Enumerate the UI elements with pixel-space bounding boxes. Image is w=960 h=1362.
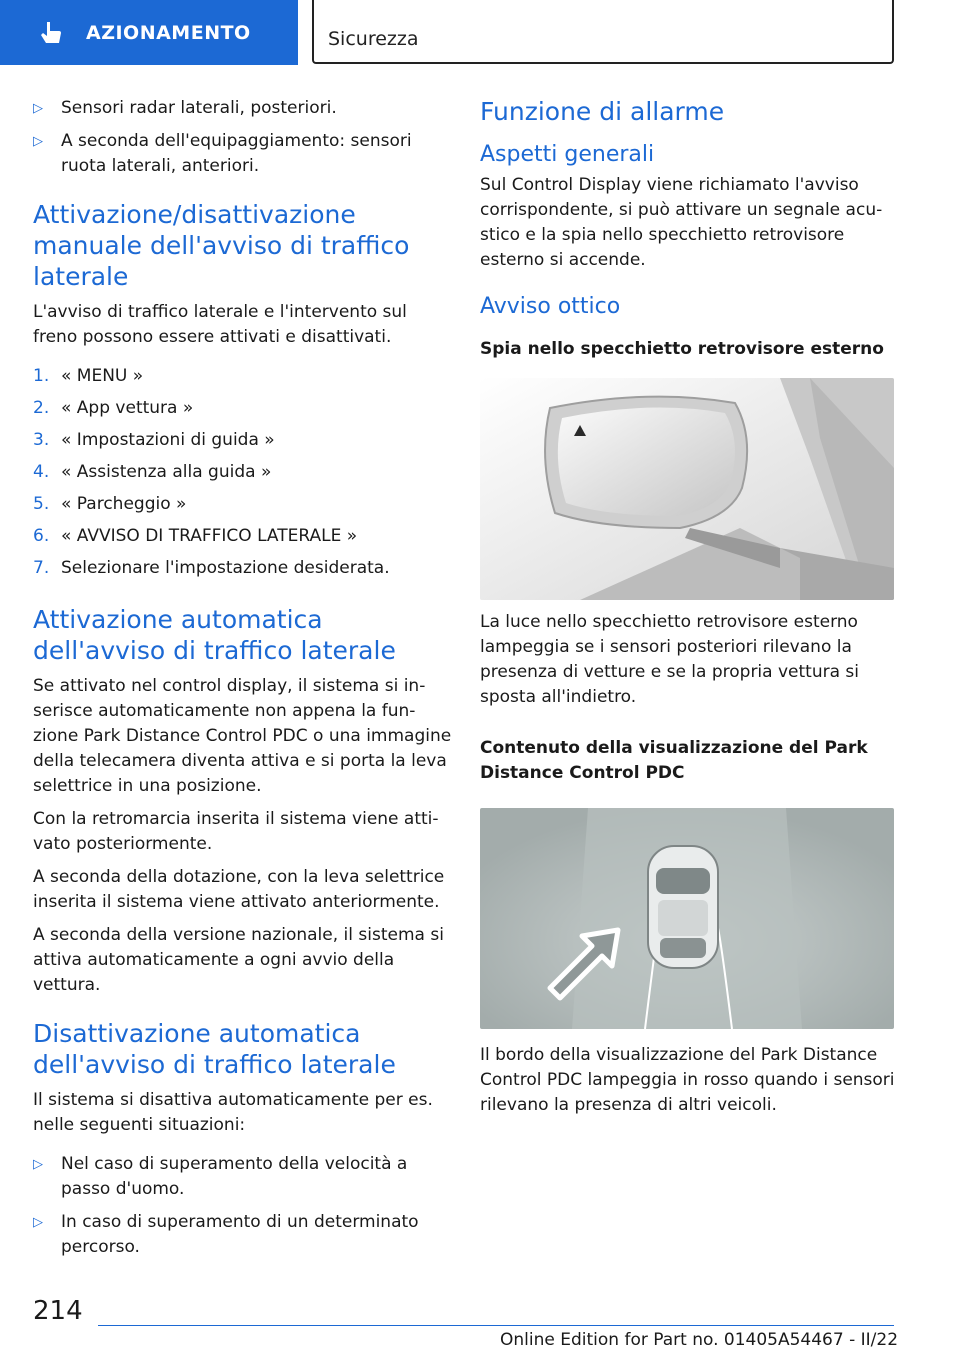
list-item: 7. Selezionare l'impostazione desiderata. bbox=[33, 558, 390, 578]
hand-pointer-icon bbox=[36, 18, 66, 48]
section-heading: Disattivazione automatica dell'avviso di traffico laterale bbox=[33, 1019, 396, 1079]
paragraph: Il sistema si disattiva automaticamente per es. nelle seguenti situazioni: bbox=[33, 1090, 433, 1135]
paragraph: Se attivato nel control display, il sistema si inserisce automaticamente non appena la funzione Park Distance Control PDC o una immagine della telecamera diventa attiva e si porta la leva selettrice in una posizione. bbox=[33, 676, 452, 796]
right-column bbox=[480, 96, 900, 1118]
pdc-display-illustration bbox=[480, 808, 894, 1029]
paragraph: A seconda della versione nazionale, il sistema si attiva automaticamente a ogni avvio della vettura. bbox=[33, 925, 444, 995]
list-item: 4. « Assistenza alla guida » bbox=[33, 462, 272, 482]
paragraph: Il bordo della visualizzazione del Park Distance Control PDC lampeggia in rosso quando i sensori rilevano la presenza di altri veicoli. bbox=[480, 1045, 895, 1115]
list-item: ▷ In caso di superamento di un determinato percorso. bbox=[33, 1210, 453, 1260]
section-heading: Funzione di allarme bbox=[480, 97, 725, 126]
triangle-bullet-icon: ▷ bbox=[33, 1157, 43, 1172]
list-item: ▷ A seconda dell'equipaggiamento: sensori ruota laterali, anteriori. bbox=[33, 129, 453, 179]
list-item: 2. « App vettura » bbox=[33, 398, 194, 418]
car-icon bbox=[648, 846, 718, 968]
paragraph: A seconda della dotazione, con la leva selettrice inserita il sistema viene attivato anteriormente. bbox=[33, 867, 445, 912]
subsection-heading: Aspetti generali bbox=[480, 142, 655, 167]
section-heading: Attivazione automatica dell'avviso di traffico laterale bbox=[33, 605, 396, 665]
section-heading: Attivazione/disattivazione manuale dell'avviso di traffico laterale bbox=[33, 200, 410, 291]
edition-note: Online Edition for Part no. 01405A54467 - II/22 bbox=[500, 1330, 899, 1350]
triangle-bullet-icon: ▷ bbox=[33, 101, 43, 116]
figure-heading: Contenuto della visualizzazione del Park Distance Control PDC bbox=[480, 738, 868, 783]
left-column bbox=[33, 96, 453, 1268]
list-item: ▷ Nel caso di superamento della velocità a passo d'uomo. bbox=[33, 1152, 453, 1202]
section-tab-label: AZIONAMENTO bbox=[86, 21, 251, 44]
list-item: 3. « Impostazioni di guida » bbox=[33, 430, 275, 450]
footer-divider bbox=[98, 1325, 894, 1326]
paragraph: La luce nello specchietto retrovisore esterno lampeggia se i sensori posteriori rilevano la presenza di vetture e se la propria vettura si sposta all'indietro. bbox=[480, 612, 859, 707]
chapter-title: Sicurezza bbox=[328, 28, 419, 50]
triangle-bullet-icon: ▷ bbox=[33, 1215, 43, 1230]
paragraph: L'avviso di traffico laterale e l'intervento sul freno possono essere attivati e disattivati. bbox=[33, 302, 407, 347]
list-item: ▷ Sensori radar laterali, posteriori. bbox=[33, 96, 453, 121]
list-item: 5. « Parcheggio » bbox=[33, 494, 187, 514]
subsection-heading: Avviso ottico bbox=[480, 294, 621, 319]
figure-heading: Spia nello specchietto retrovisore esterno bbox=[480, 339, 884, 359]
triangle-bullet-icon: ▷ bbox=[33, 134, 43, 149]
paragraph: Sul Control Display viene richiamato l'avviso corrispondente, si può attivare un segnale acustico e la spia nello specchietto retrovisore esterno si accende. bbox=[480, 175, 883, 270]
page-number: 214 bbox=[33, 1296, 83, 1326]
paragraph: Con la retromarcia inserita il sistema viene attivato posteriormente. bbox=[33, 809, 439, 854]
list-item: 6. « AVVISO DI TRAFFICO LATERALE » bbox=[33, 526, 358, 546]
steps-list bbox=[33, 364, 453, 588]
chapter-header bbox=[312, 0, 894, 64]
list-item: 1. « MENU » bbox=[33, 366, 144, 386]
mirror-illustration bbox=[480, 378, 894, 600]
section-tab bbox=[0, 0, 298, 65]
